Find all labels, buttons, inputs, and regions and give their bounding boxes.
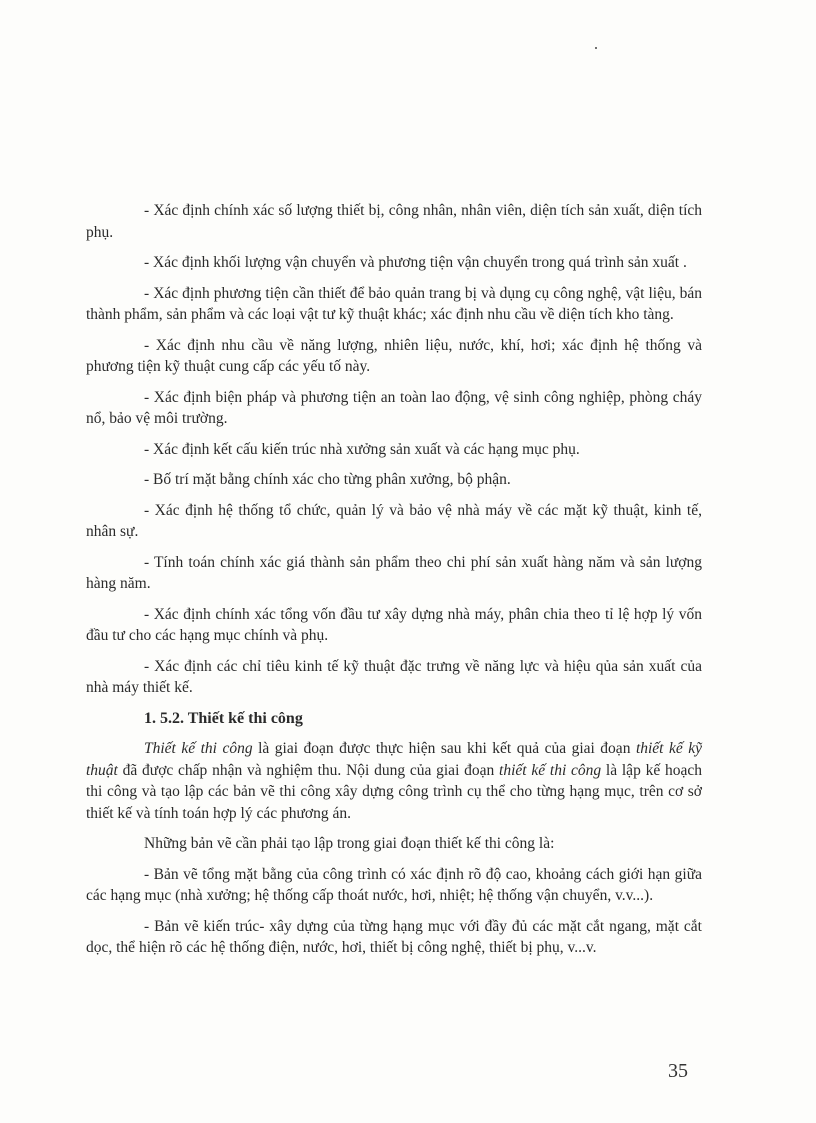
drawing-item-1: - Bản vẽ tổng mặt bằng của công trình có xác định rõ độ cao, khoảng cách giới hạn giữa các hạng mục (nhà xưởng; hệ thống cấp thoát nước, hơi, nhiệt; hệ thống vận chuyển, v.v...). (86, 865, 702, 904)
intro-term-1: Thiết kế thi công (144, 740, 253, 757)
bullet-3: - Xác định phương tiện cần thiết để bảo quản trang bị và dụng cụ công nghệ, vật liệu, bán thành phẩm, sản phẩm và các loại vật tư kỹ thuật khác; xác định nhu cầu về diện tích kho tàng. (86, 284, 702, 323)
bullet-11: - Xác định các chỉ tiêu kinh tế kỹ thuật đặc trưng về năng lực và hiệu qủa sản xuất của nhà máy thiết kế. (86, 657, 702, 696)
bullet-4: - Xác định nhu cầu về năng lượng, nhiên liệu, nước, khí, hơi; xác định hệ thống và phương tiện kỹ thuật cung cấp các yếu tố này. (86, 336, 702, 375)
drawings-intro: Những bản vẽ cần phải tạo lập trong giai đoạn thiết kế thi công là: (144, 835, 555, 852)
bullet-9: - Tính toán chính xác giá thành sản phẩm theo chi phí sản xuất hàng năm và sản lượng hàng năm. (86, 553, 702, 592)
page-content (86, 200, 702, 968)
intro-text-3: là lập kế hoạch thi công và tạo lập các bản vẽ thi công xây dựng công trình cụ thể cho từng hạng mục, trên cơ sở thiết kế và tính toán hợp lý các phương án. (86, 761, 702, 822)
intro-text-2: đã được chấp nhận và nghiệm thu. Nội dung của giai đoạn (117, 761, 500, 779)
bullet-2: - Xác định khối lượng vận chuyển và phương tiện vận chuyển trong quá trình sản xuất . (144, 254, 687, 271)
bullet-5: - Xác định biện pháp và phương tiện an toàn lao động, vệ sinh công nghiệp, phòng cháy nổ, bảo vệ môi trường. (86, 388, 702, 427)
drawing-item-2: - Bản vẽ kiến trúc- xây dựng của từng hạng mục với đầy đủ các mặt cắt ngang, mặt cắt dọc, thể hiện rõ các hệ thống điện, nước, hơi, thiết bị công nghệ, thiết bị phụ, v...v. (86, 917, 702, 956)
section-heading: 1. 5.2. Thiết kế thi công (144, 709, 303, 727)
intro-term-3: thiết kế thi công (499, 761, 602, 779)
page-number: 35 (668, 1060, 688, 1082)
intro-paragraph (86, 738, 702, 824)
intro-term-2: thiết kế kỹ thuật (86, 740, 702, 779)
bullet-10: - Xác định chính xác tổng vốn đầu tư xây dựng nhà máy, phân chia theo tỉ lệ hợp lý vốn đầu tư cho các hạng mục chính và phụ. (86, 605, 702, 644)
intro-text-1: là giai đoạn được thực hiện sau khi kết quả của giai đoạn (252, 740, 636, 757)
bullet-8: - Xác định hệ thống tổ chức, quản lý và bảo vệ nhà máy về các mặt kỹ thuật, kinh tế, nhân sự. (86, 501, 702, 540)
bullet-1: - Xác định chính xác số lượng thiết bị, công nhân, nhân viên, diện tích sản xuất, diện tích phụ. (86, 202, 702, 241)
bullet-6: - Xác định kết cấu kiến trúc nhà xưởng sản xuất và các hạng mục phụ. (144, 440, 580, 458)
bullet-7: - Bố trí mặt bằng chính xác cho từng phân xưởng, bộ phận. (144, 471, 511, 488)
scan-speck (595, 47, 597, 49)
